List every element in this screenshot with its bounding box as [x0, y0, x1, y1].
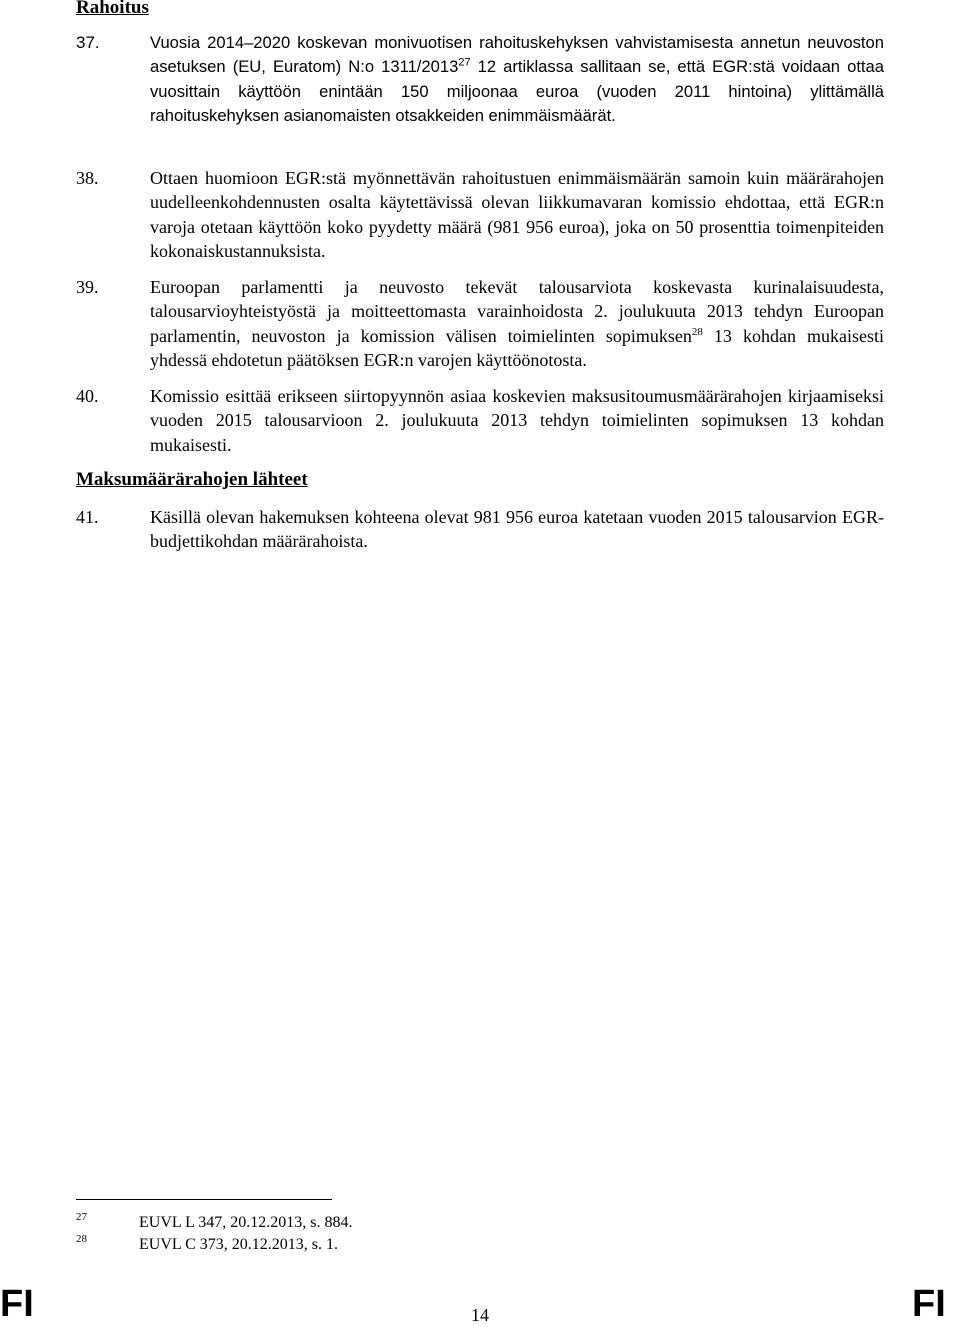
paragraph-40 [76, 384, 884, 457]
footnote-text: EUVL L 347, 20.12.2013, s. 884. [139, 1214, 353, 1231]
section-heading: Rahoitus [76, 0, 149, 18]
paragraph-text: Ottaen huomioon EGR:stä myönnettävän rahoitustuen enimmäismäärän samoin kuin määrärahojen uudelleenkohdennusten osalta käytettävissä olevan liikkumavaran komissio ehdottaa, että EGR:n varoja otetaan käyttöön koko pyydetty määrä (981 956 euroa), joka on 50 prosenttia toimenpiteiden kokonaiskustannuksista. [150, 168, 884, 261]
paragraph-number: 38. [76, 168, 99, 188]
paragraph-text: Komissio esittää erikseen siirtopyynnön asiaa koskevien maksusitoumusmäärärahojen kirjaamiseksi vuoden 2015 talousarvioon 2. joulukuuta 2013 tehdyn toimielinten sopimuksen 13 kohdan mukaisesti. [150, 386, 884, 455]
paragraph-text: Käsillä olevan hakemuksen kohteena olevat 981 956 euroa katetaan vuoden 2015 talousarvion EGR-budjettikohdan määrärahoista. [150, 507, 884, 552]
footnote-27 [76, 1213, 476, 1235]
footnote-separator [76, 1199, 332, 1200]
footnote-number: 27 [76, 1211, 87, 1223]
paragraph-number: 41. [76, 507, 99, 527]
paragraph-text: Vuosia 2014–2020 koskevan monivuotisen rahoituskehyksen vahvistamisesta annetun neuvoston asetuksen (EU, Euratom) N:o 1311/2013$^{27}$ 12 artiklassa sallitaan se, että EGR:stä voidaan ottaa vuosittain käyttöön enintään 150 miljoonaa euroa (vuoden 2011 hintoina) ylittämällä rahoituskehyksen asianomaisten otsakkeiden enimmäismäärät. [150, 33, 884, 125]
footnote-number: 28 [76, 1233, 87, 1245]
paragraph-38 [76, 166, 884, 263]
footer-language-left: FI [0, 1283, 34, 1325]
paragraph-number: 39. [76, 277, 99, 297]
subsection-heading: Maksumäärärahojen lähteet [76, 469, 308, 490]
paragraph-text: Euroopan parlamentti ja neuvosto tekevät talousarviota koskevasta kurinalaisuudesta, talousarvioyhteistyöstä ja moitteettomasta varainhoidosta 2. joulukuuta 2013 tehdyn Euroopan parlamentin, neuvoston ja komission välisen toimielinten sopimuksen$^{28}$ 13 kohdan mukaisesti yhdessä ehdotetun päätöksen EGR:n varojen käyttöönotosta. [150, 277, 885, 370]
paragraph-number: 40. [76, 386, 99, 406]
footnote-text: EUVL C 373, 20.12.2013, s. 1. [139, 1236, 338, 1253]
footnote-28 [76, 1235, 476, 1257]
paragraph-37 [76, 31, 884, 128]
paragraph-39 [76, 275, 884, 372]
footer-language-right: FI [912, 1283, 946, 1325]
footnote-ref: 27 [458, 56, 471, 69]
page-number: 14 [471, 1305, 489, 1325]
paragraph-41 [76, 505, 884, 554]
footnote-ref: 28 [691, 325, 703, 338]
paragraph-number: 37. [76, 33, 100, 52]
